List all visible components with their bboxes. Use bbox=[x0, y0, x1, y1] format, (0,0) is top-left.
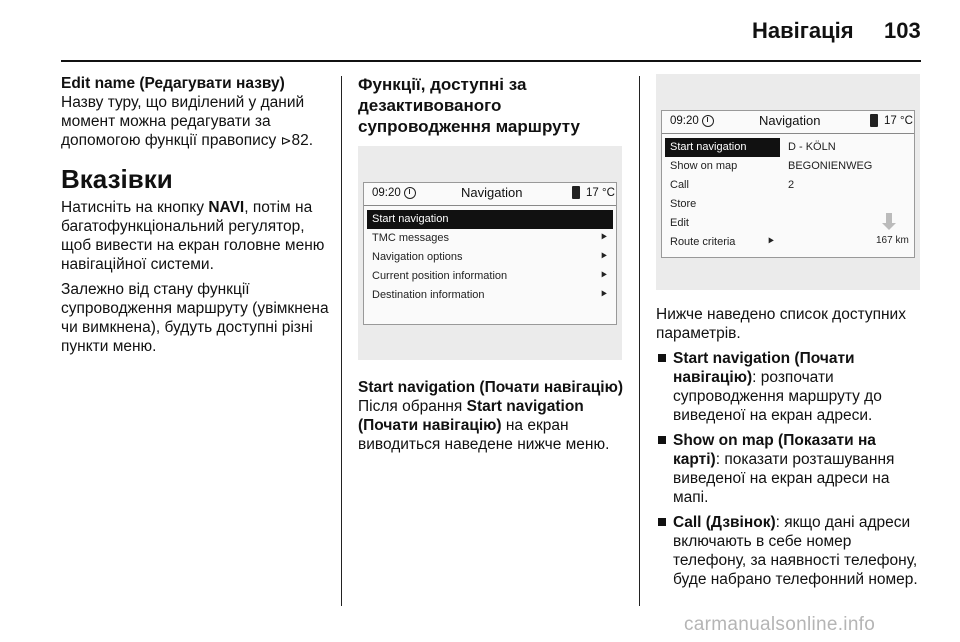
clock-time: 09:20 bbox=[670, 115, 699, 127]
column-divider bbox=[341, 76, 342, 606]
status-bar bbox=[364, 183, 616, 206]
column-middle bbox=[358, 74, 630, 149]
edit-name-paragraph: Назву туру, що виділений у даний момент можна редагувати за допомогою функції правопису ⊳82. bbox=[61, 94, 314, 149]
page-number: 103 bbox=[884, 18, 921, 43]
bullet-icon bbox=[658, 354, 666, 362]
start-navigation-heading: Start navigation (Почати навігацію) bbox=[358, 379, 623, 396]
edit-name-heading: Edit name (Редагувати назву) bbox=[61, 75, 285, 92]
temperature: 17 °C bbox=[884, 115, 913, 127]
column-left bbox=[61, 74, 329, 356]
direction-arrow-head bbox=[882, 223, 896, 230]
chevron-right-icon: ⯈ bbox=[599, 251, 608, 263]
menu-item[interactable]: Start navigation bbox=[367, 210, 613, 229]
menu-item[interactable]: Destination information ⯈ bbox=[367, 286, 613, 305]
options-list bbox=[656, 349, 924, 589]
status-bar bbox=[662, 111, 914, 134]
chevron-right-icon: ⯈ bbox=[599, 270, 608, 282]
column-divider bbox=[639, 76, 640, 606]
menu-item[interactable]: Store bbox=[670, 198, 697, 210]
list-item: Show on map (Показати на карті): показати розташування виведеної на екран адреси на мапі. bbox=[656, 431, 924, 507]
bullet-icon bbox=[658, 436, 666, 444]
start-navigation-paragraph: Після обрання Start navigation (Почати навігацію) на екран виводиться наведене нижче меню. bbox=[358, 398, 610, 453]
clock-icon bbox=[404, 187, 416, 199]
clock-time: 09:20 bbox=[372, 187, 401, 199]
screen-title: Navigation bbox=[759, 113, 821, 128]
bullet-icon bbox=[658, 518, 666, 526]
start-navigation-block bbox=[358, 378, 630, 454]
nav-screen bbox=[363, 182, 617, 325]
chevron-right-icon: ⯈ bbox=[766, 236, 775, 248]
chevron-right-icon: ⯈ bbox=[599, 289, 608, 301]
destination-address bbox=[788, 138, 872, 195]
menu-item[interactable]: Call bbox=[670, 179, 689, 191]
column-right bbox=[656, 305, 924, 595]
phone-icon bbox=[572, 186, 580, 199]
page-ref[interactable]: 82 bbox=[291, 132, 309, 149]
distance: 167 km bbox=[876, 235, 909, 246]
list-item: Call (Дзвінок): якщо дані адреси включають в себе номер телефону, за наявності телефону, буде набрано телефонний номер. bbox=[656, 513, 924, 589]
menu-item[interactable]: TMC messages ⯈ bbox=[367, 229, 613, 248]
direction-arrow-icon bbox=[886, 213, 892, 223]
chevron-right-icon: ⯈ bbox=[599, 232, 608, 244]
temperature: 17 °C bbox=[586, 187, 615, 199]
address-city: D - KÖLN bbox=[788, 141, 836, 153]
menu-item[interactable]: Edit bbox=[670, 217, 689, 229]
menu-item[interactable]: Route criteria ⯈ bbox=[665, 233, 780, 252]
section-heading: Функції, доступні за дезактивованого супроводження маршруту bbox=[358, 75, 580, 136]
section-title: Вказівки bbox=[61, 164, 173, 194]
page-title: Навігація bbox=[752, 18, 854, 43]
navi-button-label: NAVI bbox=[208, 199, 245, 216]
header-rule bbox=[61, 60, 921, 62]
list-item: Start navigation (Почати навігацію): розпочати супроводження маршруту до виведеної на екран адреси. bbox=[656, 349, 924, 425]
menu-item[interactable]: Navigation options ⯈ bbox=[367, 248, 613, 267]
menu-item[interactable]: Start navigation bbox=[665, 138, 780, 157]
instructions-paragraph-2: Залежно від стану функції супроводження маршруту (увімкнена чи вимкнена), будуть доступні різні пункти меню. bbox=[61, 281, 329, 355]
phone-icon bbox=[870, 114, 878, 127]
clock-icon bbox=[702, 115, 714, 127]
watermark: carmanualsonline.info bbox=[684, 614, 876, 635]
instructions-paragraph-1: Натисніть на кнопку NAVI, потім на багатофункціональний регулятор, щоб вивести на екран головне меню навігаційної системи. bbox=[61, 199, 325, 273]
nav-menu bbox=[665, 138, 780, 252]
options-intro: Нижче наведено список доступних параметрів. bbox=[656, 306, 906, 342]
menu-item[interactable]: Show on map bbox=[670, 160, 738, 172]
screen-title: Navigation bbox=[461, 185, 523, 200]
arrow-reference-icon: ⊳ bbox=[280, 133, 292, 148]
nav-screen bbox=[661, 110, 915, 258]
navigation-screenshot-2 bbox=[656, 74, 920, 290]
address-street: BEGONIENWEG bbox=[788, 160, 873, 172]
nav-menu bbox=[367, 210, 613, 305]
navigation-screenshot-1 bbox=[358, 146, 622, 360]
address-number: 2 bbox=[788, 179, 795, 191]
menu-item[interactable]: Current position information ⯈ bbox=[367, 267, 613, 286]
